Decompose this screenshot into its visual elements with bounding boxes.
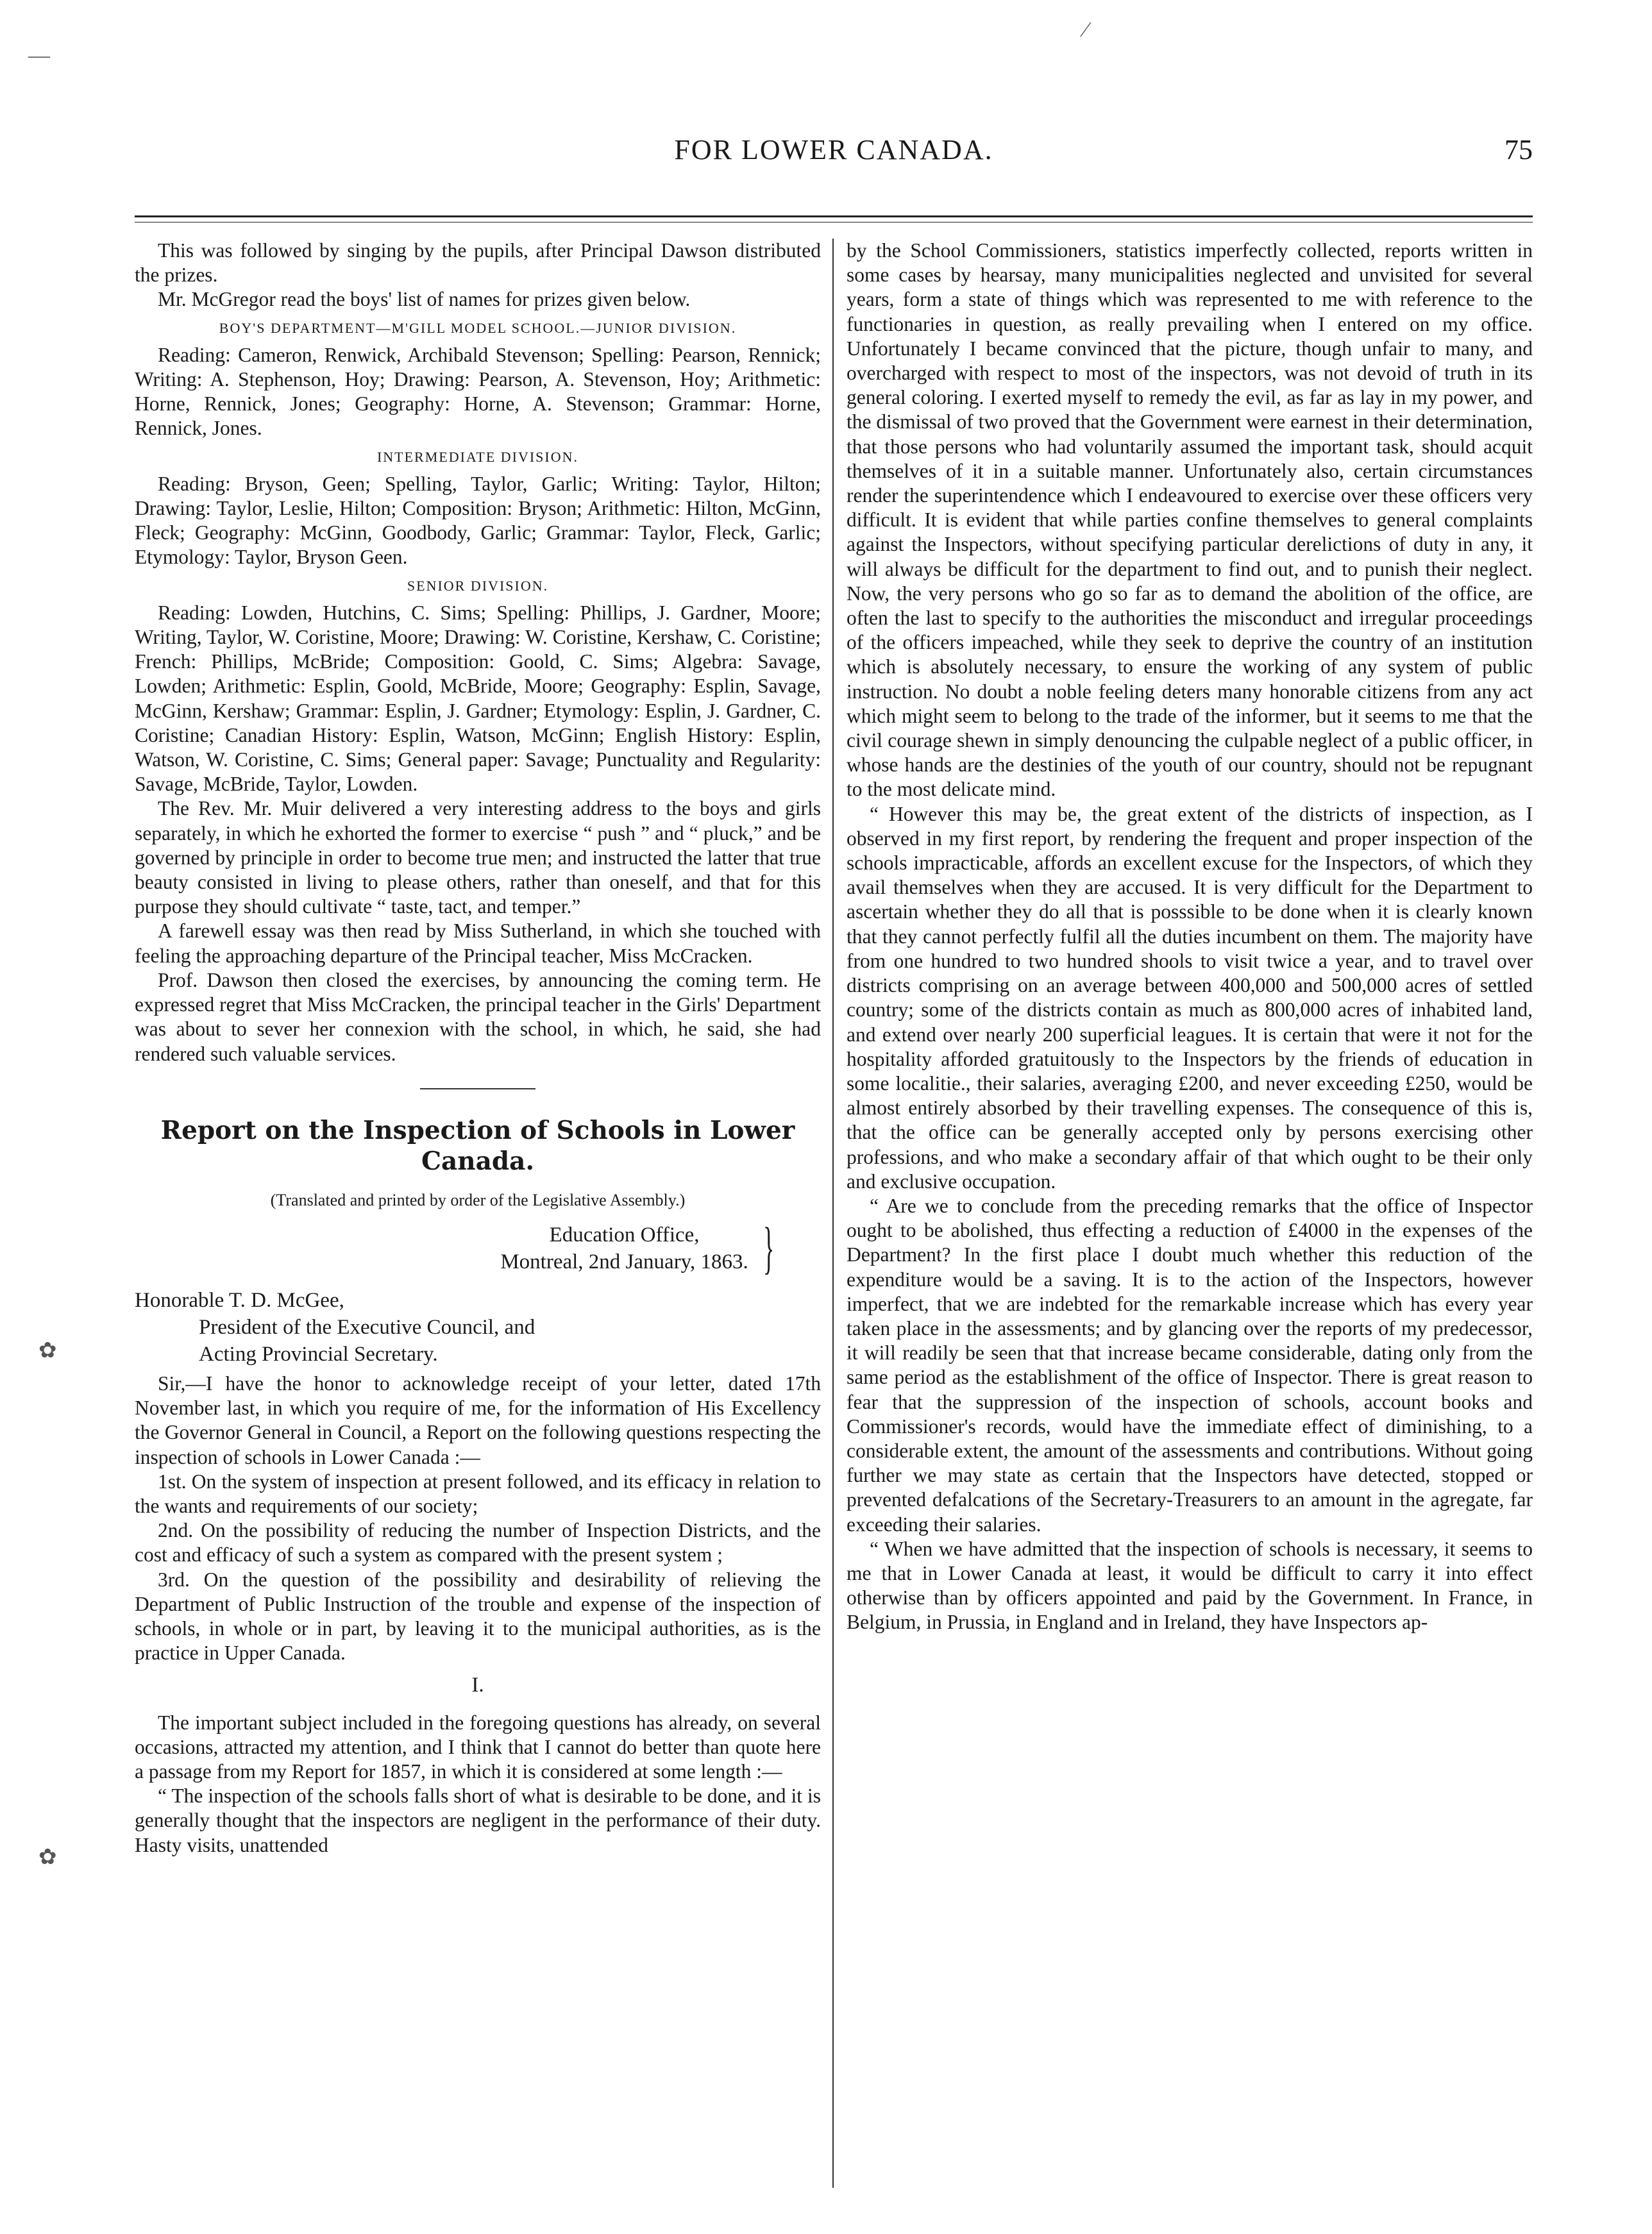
paragraph-muir-address: The Rev. Mr. Muir delivered a very interesting address to the boys and girls separately, in which he exhorted the former to exercise “ push ” and “ pluck,” and be governed by principle in order to become true men; and instructed the latter that true beauty consisted in living to please others, rather than oneself, and that for this purpose they should cultivate “ taste, tact, and temper.”	[135, 797, 821, 918]
page-header	[135, 133, 1533, 172]
paragraph-question-1: 1st. On the system of inspection at present followed, and its efficacy in relation to the wants and requirements of our society;	[135, 1470, 821, 1517]
section-numeral: I.	[471, 1674, 484, 1697]
heading-senior-division: SENIOR DIVISION.	[407, 577, 549, 594]
paragraph-quote-start: “ The inspection of the schools falls short of what is desirable to be done, and it is generally thought that the inspectors are negligent in the performance of their duty. Hasty visits, unattended	[135, 1785, 821, 1856]
margin-ink-mark: ⁄	[1084, 18, 1088, 42]
left-column	[135, 239, 821, 2188]
dateline	[135, 1216, 821, 1280]
paragraph-continuation: by the School Commissioners, statistics imperfectly collected, reports written in some cases by hearsay, many municipalities neglected and unvisited for several years, form a state of things which was represented to me with reference to the functionaries in question, as really prevailing when I entered on my office. Unfortunately I became convinced that the picture, though unfair to many, and overcharged with respect to most of the inspectors, was not devoid of truth in its general coloring. I exerted myself to remedy the evil, as far as lay in my power, and the dismissal of two proved that the Government were earnest in their determination, that those persons who had voluntarily assumed the important task, should acquit themselves of it in a suitable manner. Unfortunately also, certain circumstances render the superintendence which I endeavoured to exercise over these officers very difficult. It is evident that while parties confine themselves to general complaints against the Inspectors, without specifying particular derelictions of duty in any, it will always be difficult for the department to find out, and to punish their neglect. Now, the very persons who go so far as to demand the abolition of the office, are often the last to specify to the authorities the misconduct and irregular proceedings of the officers impeached, while they seek to deprive the country of an institution which is absolutely necessary, to ensure the working of any system of public instruction. No doubt a noble feeling deters many honorable citizens from any act which might seem to belong to the trade of the informer, but it seems to me that the civil courage shewn in simply denouncing the culpable neglect of a public officer, in whose hands are the destinies of the youth of our country, should not be repugnant to the most delicate mind.	[847, 239, 1533, 801]
paragraph-farewell-essay: A farewell essay was then read by Miss Sutherland, in which she touched with feeling the approaching departure of the Principal teacher, Miss McCracken.	[135, 920, 821, 967]
paragraph-conclude: “ Are we to conclude from the preceding remarks that the office of Inspector ought to be abolished, thus effecting a reduction of £4000 in the expenses of the Department? In the first place I doubt much whether this reduction of the expenditure would be a saving. It is to the action of the Inspectors, however imperfect, that we are indebted for the remarkable increase which has every year taken place in the assessments; and by glancing over the reports of my predecessor, it will readily be seen that that increase became considerable, dating only from the same period as the establishment of the office of Inspector. There is great reason to fear that the suppression of the inspection of schools, account books and Commissioner's records, would have the immediate effect of diminishing, to a considerable extent, the amount of the assessments and contributions. Without going further we may state as certain that the Inspectors have detected, stopped or prevented defalcations of the Secretary-Treasurers to an amount in the agregate, far exceeding their salaries.	[847, 1194, 1533, 1536]
header-rule-thin	[135, 222, 1533, 223]
heading-intermediate-division: INTERMEDIATE DIVISION.	[376, 448, 579, 465]
right-column	[847, 239, 1533, 2188]
margin-ink-mark: ✿	[38, 1845, 57, 1869]
addressee-block	[135, 1287, 821, 1368]
paragraph-important-subject: The important subject included in the foregoing questions has already, on several occasions, attracted my attention, and I think that I cannot do better than quote here a passage from my Report for 1857, in which it is considered at some length :—	[135, 1711, 821, 1783]
translation-note: (Translated and printed by order of the Legislative Assembly.)	[270, 1190, 686, 1209]
addressee-title-2: Acting Provincial Secretary.	[199, 1342, 438, 1366]
heading-junior-division: BOY'S DEPARTMENT—M'GILL MODEL SCHOOL.—JUNIOR DIVISION.	[219, 319, 737, 336]
paragraph-admitted: “ When we have admitted that the inspection of schools is necessary, it seems to me that in Lower Canada at least, it would be difficult to carry it into effect otherwise than by officers appointed and paid by the Government. In France, in Belgium, in Prussia, in England and in Ireland, they have Inspectors ap-	[847, 1537, 1533, 1634]
paragraph-senior-prizes: Reading: Lowden, Hutchins, C. Sims; Spelling: Phillips, J. Gardner, Moore; Writing, Taylor, W. Coristine, Moore; Drawing: W. Coristine, Kershaw, C. Coristine; French: Phillips, McBride; Composition: Goold, C. Sims; Algebra: Savage, Lowden; Arithmetic: Esplin, Goold, McBride, Moore; Geography: Esplin, Savage, McGinn, Kershaw; Grammar: Esplin, J. Gardner; Etymology: Esplin, J. Gardner, C. Coristine; Canadian History: Esplin, Watson, McGinn; English History: Esplin, Watson, W. Coristine, C. Sims; General paper: Savage; Punctuality and Regularity: Savage, McBride, Taylor, Lowden.	[135, 601, 821, 796]
brace-glyph: }	[763, 1216, 775, 1280]
paragraph-dawson-closing: Prof. Dawson then closed the exercises, by announcing the coming term. He expressed regret that Miss McCracken, the principal teacher in the Girls' Department was about to sever her connexion with the school, in which, he said, she had rendered such valuable services.	[135, 968, 821, 1065]
margin-ink-mark: —	[28, 44, 50, 67]
paragraph-singing: This was followed by singing by the pupils, after Principal Dawson distributed the prizes.	[135, 239, 821, 287]
column-divider	[832, 239, 834, 2188]
page-number: 75	[1504, 134, 1533, 165]
paragraph-intermediate-prizes: Reading: Bryson, Geen; Spelling, Taylor, Garlic; Writing: Taylor, Hilton; Drawing: Taylor, Leslie, Hilton; Composition: Bryson; Arithmetic: Hilton, McGinn, Fleck; Geography: McGinn, Goodbody, Garlic; Grammar: Taylor, Fleck, Garlic; Etymology: Taylor, Bryson Geen.	[135, 472, 821, 569]
margin-ink-mark: ✿	[38, 1339, 57, 1363]
addressee-title-1: President of the Executive Council, and	[199, 1315, 535, 1339]
paragraph-question-2: 2nd. On the possibility of reducing the number of Inspection Districts, and the cost and efficacy of such a system as compared with the present system ;	[135, 1519, 821, 1566]
addressee-name: Honorable T. D. McGee,	[135, 1288, 344, 1312]
header-rule-thick	[135, 215, 1533, 217]
paragraph-question-3: 3rd. On the question of the possibility and desirability of relieving the Department of Public Instruction of the trouble and expense of the inspection of schools, in whole or in part, by leaving it to the municipal authorities, as is the practice in Upper Canada.	[135, 1568, 821, 1665]
paragraph-mcgregor: Mr. McGregor read the boys' list of names for prizes given below.	[158, 288, 691, 311]
report-title: Report on the Inspection of Schools in Lower Canada.	[160, 1115, 795, 1176]
dateline-place-date: Montreal, 2nd January, 1863.	[500, 1250, 748, 1273]
dateline-office: Education Office,	[549, 1223, 700, 1247]
section-divider	[420, 1088, 535, 1089]
paragraph-however: “ However this may be, the great extent of the districts of inspection, as I observed in my first report, by rendering the frequent and proper inspection of the schools impracticable, affords an excellent excuse for the Inspectors, of which they avail themselves when they are accused. It is very difficult for the Department to ascertain whether they do all that is posssible to be done when it is clearly known that they cannot perfectly fulfil all the duties incumbent on them. The majority have from one hundred to two hundred shools to visit twice a year, and to travel over districts comprising on an average between 400,000 and 500,000 acres of settled country; some of the districts contain as much as 800,000 acres of inhabited land, and extend over nearly 200 superficial leagues. It is certain that were it not for the hospitality afforded gratuitously to the Inspectors by the friends of education in some localitie., their salaries, averaging £200, and never exceeding £250, would be almost entirely absorbed by their travelling expenses. The consequence of this is, that the office can be generally accepted only by persons exercising other professions, and who make a secondary affair of that which ought to be their only and exclusive occupation.	[847, 802, 1533, 1193]
paragraph-junior-prizes: Reading: Cameron, Renwick, Archibald Stevenson; Spelling: Pearson, Rennick; Writing: A. Stephenson, Hoy; Drawing: Pearson, A. Stevenson, Hoy; Arithmetic: Horne, Rennick, Jones; Geography: Horne, A. Stevenson; Grammar: Horne, Rennick, Jones.	[135, 343, 821, 440]
running-head: FOR LOWER CANADA.	[674, 134, 993, 165]
paragraph-salutation: Sir,—I have the honor to acknowledge receipt of your letter, dated 17th November last, in which you require of me, for the information of His Excellency the Governor General in Council, a Report on the following questions respecting the inspection of schools in Lower Canada :—	[135, 1372, 821, 1468]
